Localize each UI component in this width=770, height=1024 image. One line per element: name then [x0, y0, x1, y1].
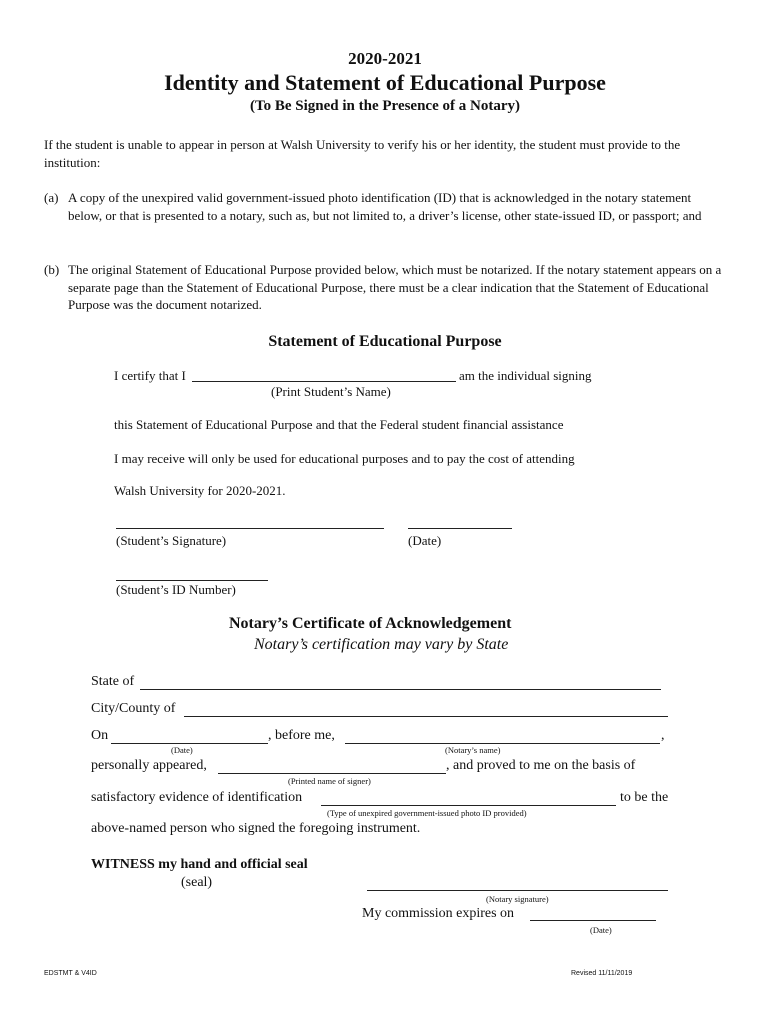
item-label: (a): [44, 190, 59, 205]
requirement-item-a: [44, 189, 724, 224]
state-field[interactable]: [140, 689, 661, 690]
commission-date-field[interactable]: [530, 920, 656, 921]
county-field[interactable]: [184, 716, 668, 717]
signature-caption: (Student’s Signature): [116, 533, 227, 548]
notary-name-caption: (Notary’s name): [445, 745, 501, 755]
id-type-field[interactable]: [321, 805, 616, 806]
comma-text: ,: [661, 728, 665, 743]
intro-paragraph: If the student is unable to appear in person at Walsh University to verify his or her identity, the student must provide to the institution:: [44, 137, 681, 170]
statement-line-4: Walsh University for 2020-2021.: [114, 483, 286, 498]
notary-name-field[interactable]: [345, 743, 660, 744]
commission-text: My commission expires on: [362, 906, 515, 921]
print-name-caption: (Print Student’s Name): [271, 384, 391, 399]
id-type-caption: (Type of unexpired government-issued photo ID provided): [327, 808, 527, 818]
date-field-caption: (Date): [171, 745, 193, 755]
form-code: EDSTMT & V4ID: [44, 970, 97, 977]
certify-prefix: I certify that I: [114, 368, 186, 383]
commission-date-caption: (Date): [590, 925, 612, 935]
acknowledgement-date-field[interactable]: [111, 743, 268, 744]
seal-text: (seal): [181, 875, 213, 890]
above-named-text: above-named person who signed the foregoing instrument.: [91, 821, 421, 836]
signature-date-field[interactable]: [408, 528, 512, 529]
student-id-caption: (Student’s ID Number): [116, 582, 236, 597]
statement-line-2: this Statement of Educational Purpose and that the Federal student financial assistance: [114, 417, 564, 432]
student-name-field[interactable]: [192, 381, 456, 382]
to-be-the-text: to be the: [620, 790, 669, 805]
satisfactory-evidence-text: satisfactory evidence of identification: [91, 790, 303, 805]
before-me-text: , before me,: [268, 728, 335, 743]
statement-heading: Statement of Educational Purpose: [268, 333, 502, 350]
printed-name-caption: (Printed name of signer): [288, 776, 371, 786]
signer-name-field[interactable]: [218, 773, 446, 774]
item-label: (b): [44, 262, 60, 277]
personally-appeared-text: personally appeared,: [91, 758, 207, 773]
notary-heading: Notary’s Certificate of Acknowledgement: [229, 615, 512, 632]
proved-text: , and proved to me on the basis of: [446, 758, 636, 773]
state-label: State of: [91, 674, 135, 689]
requirement-item-b: [44, 261, 724, 314]
item-text: A copy of the unexpired valid government-issued photo identification (ID) that is acknowledged in the notary statement below, or that is presented to a notary, such as, but not limited to, a driver’s license, other state-issued ID, or passport; and: [68, 190, 702, 223]
item-text: The original Statement of Educational Purpose provided below, which must be notarized. If the notary statement appears on a separate page than the Statement of Educational Purpose, there must be a clear indication that the Statement of Educational Purpose was the document notarized.: [68, 262, 722, 312]
page-subtitle: (To Be Signed in the Presence of a Notary): [250, 98, 520, 114]
student-id-field[interactable]: [116, 580, 268, 581]
witness-text: WITNESS my hand and official seal: [91, 857, 308, 872]
notary-signature-caption: (Notary signature): [486, 894, 549, 904]
page-title: Identity and Statement of Educational Purpose: [164, 70, 606, 95]
school-year: 2020-2021: [348, 49, 422, 68]
date-caption: (Date): [408, 533, 442, 548]
certify-suffix: am the individual signing: [459, 368, 592, 383]
statement-line-3: I may receive will only be used for educational purposes and to pay the cost of attending: [114, 451, 575, 466]
county-label: City/County of: [91, 701, 176, 716]
on-label: On: [91, 728, 109, 743]
notary-signature-field[interactable]: [367, 890, 668, 891]
revision-date: Revised 11/11/2019: [571, 970, 633, 977]
notary-subheading: Notary’s certification may vary by State: [254, 636, 509, 653]
student-signature-field[interactable]: [116, 528, 384, 529]
